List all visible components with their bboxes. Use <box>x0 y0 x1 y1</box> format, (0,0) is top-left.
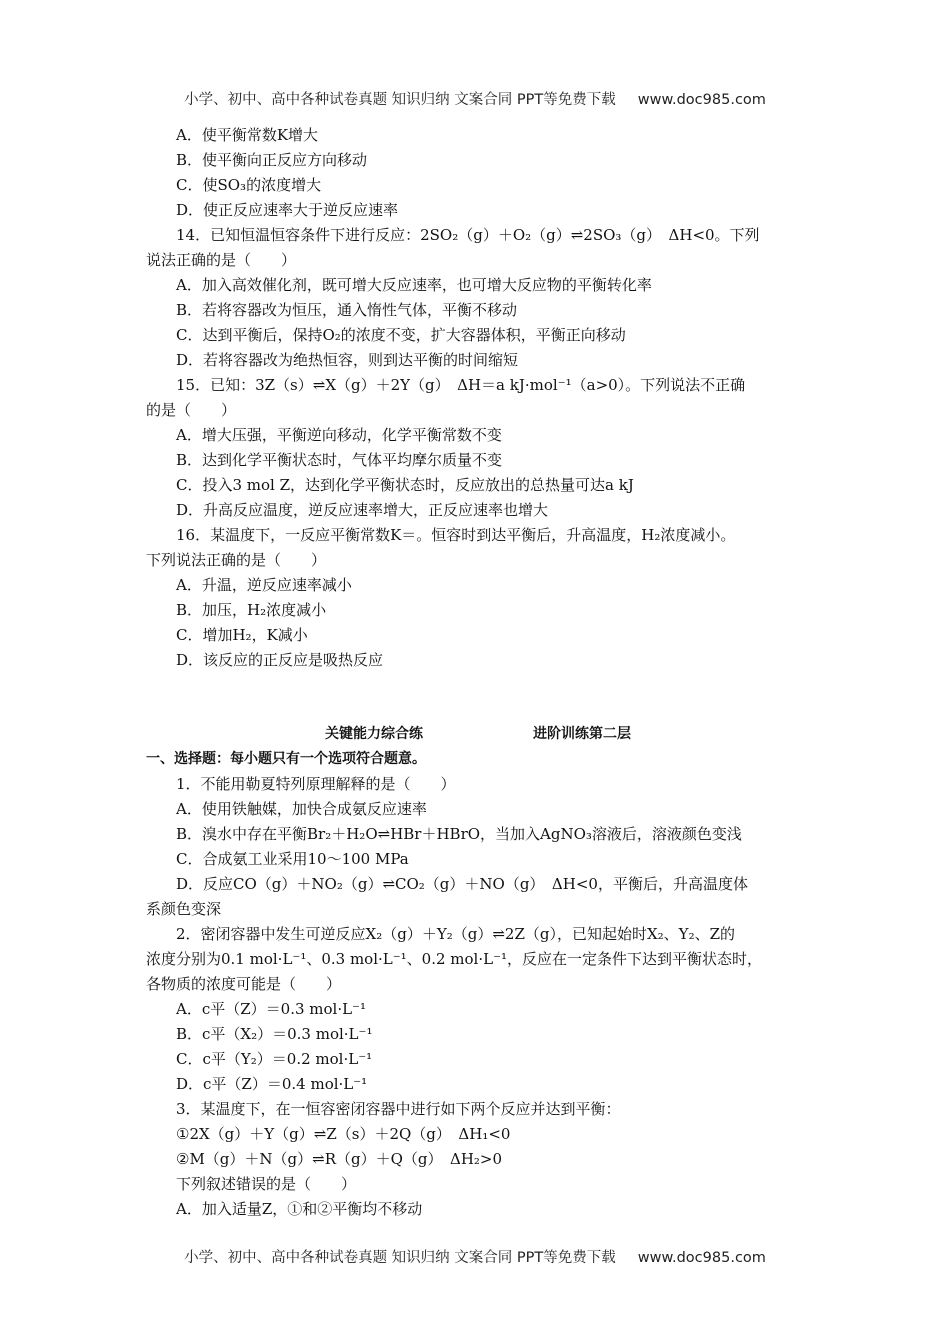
footer-text: 小学、初中、高中各种试卷真题 知识归纳 文案合同 PPT等免费下载 <box>184 1250 616 1266</box>
section-title-left: 关键能力综合练 <box>325 726 423 742</box>
question-line: 的是（ ） <box>146 401 237 419</box>
option-line: C．增加H₂，K减小 <box>176 626 308 644</box>
option-line: A．加入高效催化剂，既可增大反应速率，也可增大反应物的平衡转化率 <box>176 276 652 294</box>
option-line: D．升高反应温度，逆反应速率增大，正反应速率也增大 <box>176 501 549 519</box>
question-line: 3．某温度下，在一恒容密闭容器中进行如下两个反应并达到平衡： <box>176 1100 621 1118</box>
section-subtitle: 一、选择题：每小题只有一个选项符合题意。 <box>146 751 426 767</box>
option-line: B．使平衡向正反应方向移动 <box>176 151 368 169</box>
option-line: C．c平（Y₂）＝0.2 mol·L⁻¹ <box>176 1050 373 1068</box>
option-line: B．若将容器改为恒压，通入惰性气体，平衡不移动 <box>176 301 518 319</box>
question-line: 14．已知恒温恒容条件下进行反应：2SO₂（g）＋O₂（g）⇌2SO₃（g） ΔH<0。下列 <box>176 226 760 244</box>
option-line: D．使正反应速率大于逆反应速率 <box>176 201 399 219</box>
option-line: A．升温，逆反应速率减小 <box>176 576 352 594</box>
option-line: A．使用铁触媒，加快合成氨反应速率 <box>176 800 427 818</box>
option-line: D．c平（Z）＝0.4 mol·L⁻¹ <box>176 1075 368 1093</box>
option-line: 系颜色变深 <box>146 900 222 918</box>
option-line: A．c平（Z）＝0.3 mol·L⁻¹ <box>176 1000 366 1018</box>
question-line: 1．不能用勒夏特列原理解释的是（ ） <box>176 775 456 793</box>
section-title <box>146 722 810 747</box>
footer-url[interactable]: www.doc985.com <box>637 1250 766 1266</box>
option-line: A．使平衡常数K增大 <box>176 126 319 144</box>
option-line: D．若将容器改为绝热恒容，则到达平衡的时间缩短 <box>176 351 519 369</box>
option-line: C．使SO₃的浓度增大 <box>176 176 322 194</box>
question-line: 下列说法正确的是（ ） <box>146 551 327 569</box>
question-line: 下列叙述错误的是（ ） <box>176 1175 357 1193</box>
question-line: 各物质的浓度可能是（ ） <box>146 975 342 993</box>
option-line: C．投入3 mol Z，达到化学平衡状态时，反应放出的总热量可达a kJ <box>176 476 634 494</box>
header-text: 小学、初中、高中各种试卷真题 知识归纳 文案合同 PPT等免费下载 <box>184 92 616 108</box>
page-footer <box>0 1246 950 1267</box>
option-line: B．达到化学平衡状态时，气体平均摩尔质量不变 <box>176 451 503 469</box>
page-header <box>0 88 950 109</box>
option-line: B．加压，H₂浓度减小 <box>176 601 327 619</box>
option-line: A．加入适量Z，①和②平衡均不移动 <box>176 1200 423 1218</box>
option-line: D．该反应的正反应是吸热反应 <box>176 651 384 669</box>
reaction-line: ②M（g）＋N（g）⇌R（g）＋Q（g） ΔH₂>0 <box>176 1150 503 1168</box>
option-line: C．合成氨工业采用10～100 MPa <box>176 850 409 868</box>
question-line: 16．某温度下，一反应平衡常数K＝。恒容时到达平衡后，升高温度，H₂浓度减小。 <box>176 526 736 544</box>
option-line: B．溴水中存在平衡Br₂＋H₂O⇌HBr＋HBrO，当加入AgNO₃溶液后，溶液颜色变浅 <box>176 825 742 843</box>
question-line: 2．密闭容器中发生可逆反应X₂（g）＋Y₂（g）⇌2Z（g），已知起始时X₂、Y₂、Z的 <box>176 925 736 943</box>
option-line: C．达到平衡后，保持O₂的浓度不变，扩大容器体积，平衡正向移动 <box>176 326 626 344</box>
question-line: 说法正确的是（ ） <box>146 251 297 269</box>
option-line: A．增大压强，平衡逆向移动，化学平衡常数不变 <box>176 426 502 444</box>
section-title-right: 进阶训练第二层 <box>533 726 631 742</box>
header-url[interactable]: www.doc985.com <box>637 92 766 108</box>
option-line: D．反应CO（g）＋NO₂（g）⇌CO₂（g）＋NO（g） ΔH<0，平衡后，升高温度体 <box>176 875 748 893</box>
question-line: 浓度分别为0.1 mol·L⁻¹、0.3 mol·L⁻¹、0.2 mol·L⁻¹，反应在一定条件下达到平衡状态时， <box>146 950 763 968</box>
option-line: B．c平（X₂）＝0.3 mol·L⁻¹ <box>176 1025 373 1043</box>
question-line: 15．已知：3Z（s）⇌X（g）＋2Y（g） ΔH＝a kJ·mol⁻¹（a>0）。下列说法不正确 <box>176 376 746 394</box>
reaction-line: ①2X（g）＋Y（g）⇌Z（s）＋2Q（g） ΔH₁<0 <box>176 1125 511 1143</box>
